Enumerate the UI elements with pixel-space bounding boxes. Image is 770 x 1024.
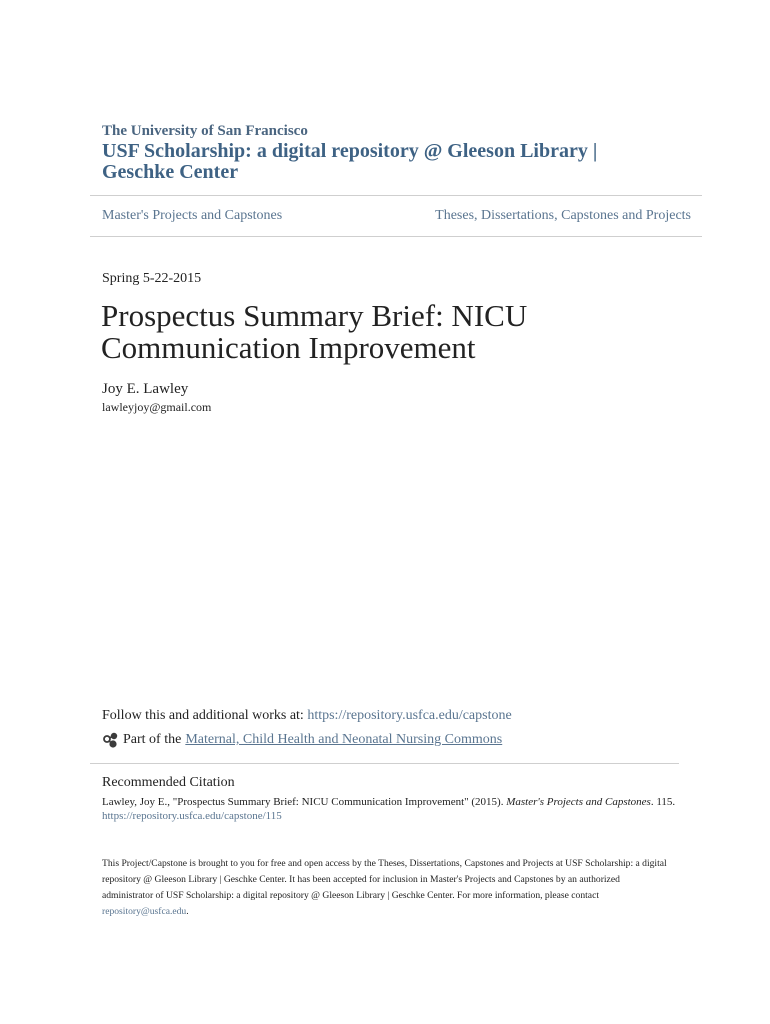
divider-citation: [90, 763, 679, 764]
access-notice: [102, 856, 672, 920]
follow-line: [102, 708, 512, 724]
notice-text: This Project/Capstone is brought to you for free and open access by the Theses, Dissertations, Capstones and Projects at USF Scholarship: a digital repository @ Gleeson Library | Geschke Center. It has been accepted for inclusion in Master's Projects and Capstones by an authorized administrator of USF Scholarship: a digital repository @ Gleeson Library | Geschke Center. For more information, please contact: [102, 858, 667, 901]
part-of-text: Part of the: [123, 732, 182, 747]
contact-email-link[interactable]: repository@usfca.edu: [102, 906, 187, 917]
citation-heading: Recommended Citation: [102, 775, 235, 790]
publication-date: Spring 5-22-2015: [102, 271, 202, 286]
citation-body: Lawley, Joy E., "Prospectus Summary Brief: NICU Communication Improvement" (2015).: [102, 796, 507, 808]
citation-text: [102, 796, 675, 808]
author-name: Joy E. Lawley: [102, 381, 189, 397]
commons-network-icon: [102, 731, 120, 749]
part-of-line: [102, 731, 502, 749]
nav-masters-projects-link[interactable]: Master's Projects and Capstones: [102, 208, 283, 223]
follow-url-link[interactable]: https://repository.usfca.edu/capstone: [307, 708, 512, 723]
citation-series: Master's Projects and Capstones: [506, 796, 651, 808]
citation-url-link[interactable]: https://repository.usfca.edu/capstone/115: [102, 810, 282, 822]
nav-theses-link[interactable]: Theses, Dissertations, Capstones and Projects: [435, 208, 691, 223]
repository-title[interactable]: USF Scholarship: a digital repository @ Gleeson Library | Geschke Center: [102, 140, 598, 183]
notice-end: .: [186, 906, 189, 917]
document-title: Prospectus Summary Brief: NICU Communication Improvement: [101, 298, 528, 365]
author-email[interactable]: lawleyjoy@gmail.com: [102, 400, 212, 414]
divider-nav: [90, 236, 702, 237]
commons-link[interactable]: Maternal, Child Health and Neonatal Nursing Commons: [185, 732, 503, 747]
university-name: The University of San Francisco: [102, 123, 308, 139]
citation-number: . 115.: [650, 796, 676, 808]
follow-text: Follow this and additional works at:: [102, 708, 308, 723]
divider-top: [90, 195, 702, 196]
